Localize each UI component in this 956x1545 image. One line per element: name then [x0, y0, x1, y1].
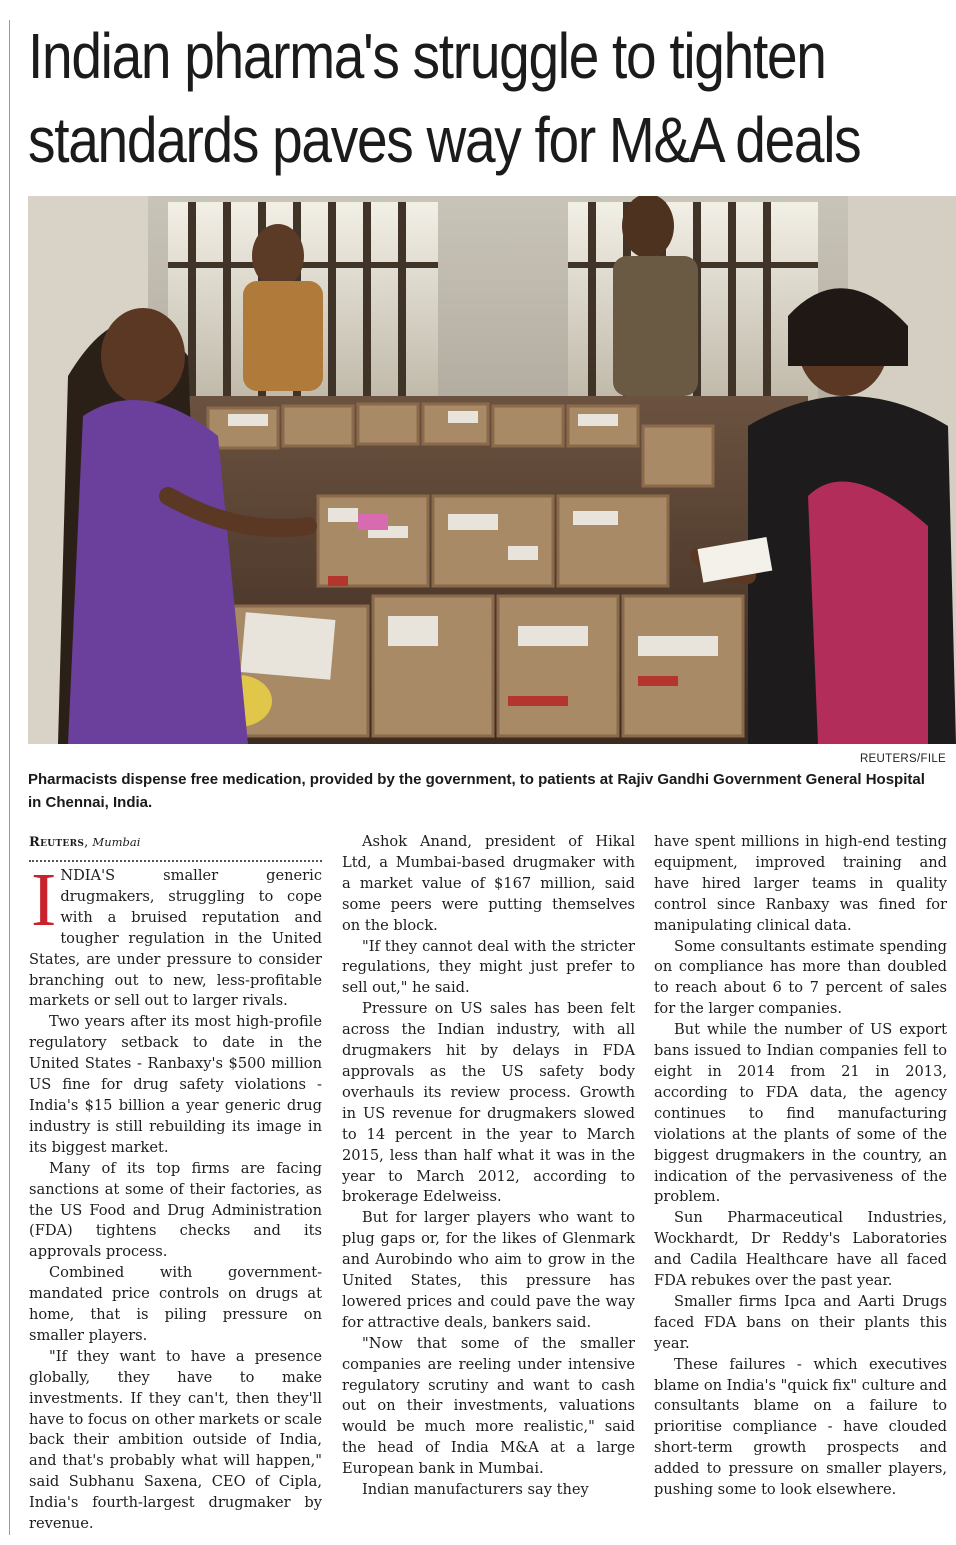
article-paragraph: INDIA'S smaller generic drugmakers, struggling to cope with a bruised reputation and tougher regulation in the United States, are under pressure to consider branching out to new, less-profitable markets or sell out to larger rivals.: [29, 858, 322, 1010]
article-paragraph: Combined with government-mandated price controls on drugs at home, that is piling pressure on smaller players.: [29, 1264, 322, 1344]
article-paragraph: Pressure on US sales has been felt across the Indian industry, with all drugmakers hit by delays in FDA approvals as the US safety body overhauls its review process. Growth in US revenue for drugmakers slowed to 14 percent in the year to March 2015, less than half what it was in the year to March 2012, according to brokerage Edelweiss.: [342, 1000, 635, 1206]
article-paragraph: Smaller firms Ipca and Aarti Drugs faced FDA bans on their plants this year.: [654, 1292, 947, 1352]
article-paragraph: "If they want to have a presence globally, they have to make investments. If they can't, then they'll have to focus on other markets or scale back their ambition outside of India, and that's probably what will happen," said Subhanu Saxena, CEO of Cipla, India's fourth-largest drugmaker by revenue.: [29, 1347, 322, 1533]
article-paragraph: But for larger players who want to plug gaps or, for the likes of Glenmark and Aurobindo who aim to grow in the United States, this pressure has lowered prices and could pave the way for attractive deals, bankers said.: [342, 1209, 635, 1331]
byline: Reuters, Mumbai: [29, 835, 141, 850]
article-paragraph: "If they cannot deal with the stricter regulations, they might just prefer to sell out," he said.: [342, 937, 635, 997]
drop-cap: I: [31, 858, 57, 942]
article-column-2: [342, 832, 635, 1501]
photo-caption: Pharmacists dispense free medication, provided by the government, to patients at Rajiv Gandhi Government General Hospital in Chennai, India.: [28, 771, 925, 811]
article-paragraph: Some consultants estimate spending on compliance has more than doubled to reach about 6 to 7 percent of sales for the larger companies.: [654, 937, 947, 1018]
article-paragraph: Sun Pharmaceutical Industries, Wockhardt, Dr Reddy's Laboratories and Cadila Healthcare have all faced FDA rebukes over the past year.: [654, 1209, 947, 1290]
article-paragraph: have spent millions in high-end testing equipment, improved training and have hired larger teams in quality control since Ranbaxy was fined for manipulating clinical data.: [654, 833, 947, 934]
article-paragraph: Two years after its most high-profile regulatory setback to date in the United States - Ranbaxy's $500 million US fine for drug safety violations - India's $15 billion a year generic drug industry is still rebuilding its image in its biggest market.: [29, 1013, 322, 1156]
article-paragraph: But while the number of US export bans issued to Indian companies fell to eight in 2014 from 21 in 2013, according to FDA data, the agency continues to find manufacturing violations at the plants of some of the biggest drugmakers in the country, an indication of the pervasiveness of the problem.: [654, 1021, 947, 1206]
byline-divider: [29, 860, 322, 862]
article-paragraph: Ashok Anand, president of Hikal Ltd, a Mumbai-based drugmaker with a market value of $167 million, said some peers were putting themselves on the block.: [342, 833, 635, 934]
pharmacy-photo-illustration: [28, 196, 956, 744]
article-paragraph: These failures - which executives blame on India's "quick fix" culture and consultants blame on a failure to prioritise compliance - have clouded short-term growth prospects and added to pressure on smaller players, pushing some to look elsewhere.: [654, 1355, 947, 1499]
article-paragraph: Many of its top firms are facing sanctions at some of their factories, as the US Food and Drug Administration (FDA) tightens checks and its approvals process.: [29, 1159, 322, 1261]
byline-agency: Reuters: [29, 835, 85, 850]
article-paragraph: Indian manufacturers say they: [362, 1481, 589, 1499]
article-column-3: [654, 832, 947, 1501]
left-column-rule: [9, 20, 10, 1535]
headline: [28, 14, 861, 182]
headline-line-1: Indian pharma's struggle to tighten: [28, 20, 826, 92]
news-photo: [28, 196, 956, 744]
byline-city: Mumbai: [92, 835, 141, 849]
photo-credit: REUTERS/FILE: [859, 753, 946, 765]
article-column-1: [29, 832, 322, 1535]
headline-line-2: standards paves way for M&A deals: [28, 104, 861, 176]
article-paragraph: "Now that some of the smaller companies are reeling under intensive regulatory scrutiny and want to cash out on their investments, valuations would be much more realistic," said the head of India M&A at a large European bank in Mumbai.: [342, 1334, 635, 1478]
